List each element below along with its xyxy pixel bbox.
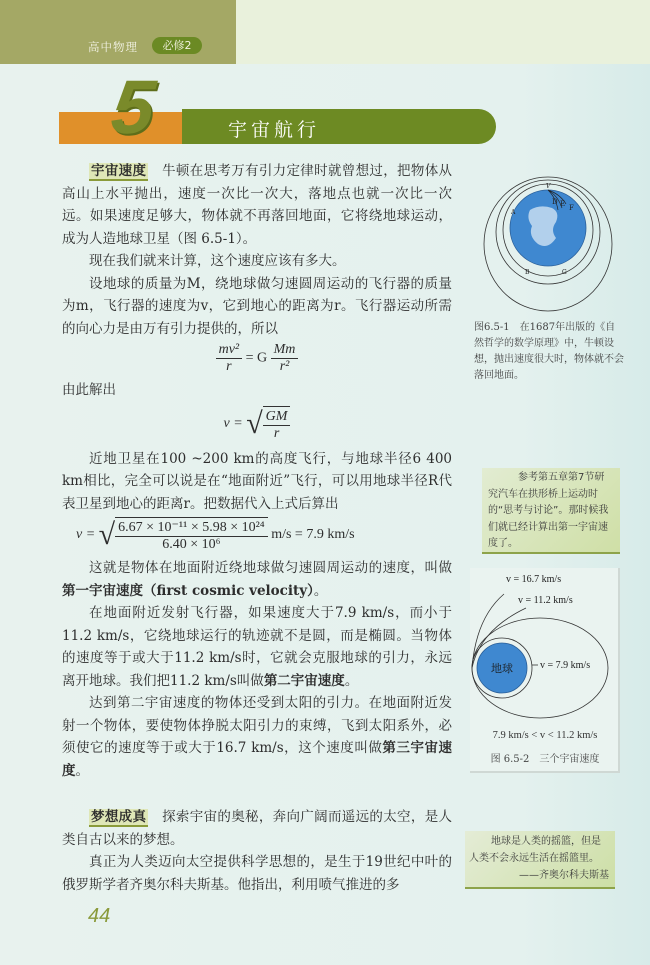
- svg-text:G: G: [562, 269, 567, 276]
- figure2-caption: 图 6.5-2 三个宇宙速度: [490, 754, 600, 765]
- paragraph: 这就是物体在地面附近绕地球做匀速圆周运动的速度，叫做第一宇宙速度（first cosmic velocity）。: [62, 560, 452, 599]
- paragraph: 由此解出: [62, 382, 116, 398]
- svg-text:地球: 地球: [491, 662, 513, 675]
- svg-text:v = 7.9 km/s: v = 7.9 km/s: [540, 660, 591, 671]
- formula-centripetal: $\frac{\text{mv²}}{r}$ = G $\frac{Mm}{\text{r²}}$: [62, 342, 452, 375]
- paragraph: 设地球的质量为M，绕地球做匀速圆周运动的飞行器的质量为m，飞行器的速度为v，它到地心的距离为r。飞行器运动所需的向心力是由万有引力提供的，所以: [62, 275, 452, 337]
- paragraph: 现在我们就来计算，这个速度应该有多大。: [89, 253, 346, 269]
- figure1-caption: 图6.5-1 在1687年出版的《自然哲学的数学原理》中，牛顿设想，抛出速度很大时，物体就不会落回地面。: [474, 322, 624, 381]
- keyword-dream-come-true: 梦想成真: [91, 809, 147, 825]
- svg-text:v = 11.2 km/s: v = 11.2 km/s: [518, 595, 573, 606]
- svg-text:v = 16.7 km/s: v = 16.7 km/s: [506, 574, 562, 585]
- figure-newton-orbits: [478, 170, 618, 312]
- page-number: 44: [88, 905, 111, 927]
- formula-velocity: v = √ $\frac{GM}{r}$: [62, 406, 452, 442]
- svg-text:A: A: [511, 209, 516, 216]
- figure-cosmic-velocities: [470, 568, 620, 773]
- term-first-cosmic-velocity: 第一宇宙速度: [62, 582, 143, 599]
- svg-text:D: D: [552, 198, 558, 206]
- header-subject: 高中物理: [88, 40, 138, 54]
- term-third-cosmic-velocity: 第三宇宙速度: [62, 740, 453, 779]
- paragraph: 真正为人类迈向太空提供科学思想的，是生于19世纪中叶的俄罗斯学者齐奥尔科夫斯基。他指出，利用喷气推进的多: [62, 854, 452, 893]
- main-text-section-1: [62, 160, 452, 782]
- svg-text:V: V: [546, 183, 551, 190]
- quote-box: 地球是人类的摇篮，但是 人类不会永远生活在摇篮里。 ——齐奥尔科夫斯基: [465, 831, 615, 889]
- paragraph-text: 牛顿在思考万有引力定律时就曾想过，把物体从高山上水平抛出，速度一次比一次大，落地点也就一次比一次远。如果速度足够大，物体就不再落回地面，它将绕地球运动，成为人造地球卫星（图 6.5-1）。: [62, 163, 453, 247]
- paragraph: 达到第二宇宙速度的物体还受到太阳的引力。在地面附近发射一个物体，要使物体挣脱太阳引力的束缚，飞到太阳系外，必须使它的速度等于或大于16.7 km/s，这个速度叫做第三宇宙速度。: [62, 695, 453, 779]
- chapter-number: 5: [107, 65, 159, 150]
- chapter-title: 宇宙航行: [228, 119, 321, 141]
- paragraph: 在地面附近发射飞行器，如果速度大于7.9 km/s，而小于11.2 km/s，它绕地球运行的轨迹就不是圆，而是椭圆。当物体的速度等于或大于11.2 km/s时，它就会克服地球的引力，永远离开地球。我们把11.2 km/s叫做第二宇宙速度。: [62, 605, 452, 689]
- term-second-cosmic-velocity: 第二宇宙速度: [263, 672, 345, 689]
- figure2-ellipse-range: 7.9 km/s < v < 11.2 km/s: [492, 730, 598, 741]
- paragraph: 梦想成真 探索宇宙的奥秘，奔向广阔而遥远的太空，是人类自古以来的梦想。: [62, 809, 453, 848]
- svg-text:F: F: [569, 204, 574, 212]
- side-note: 参考第五章第7节研 究汽车在拱形桥上运动时的“思考与讨论”。那时候我们就已经计算出第一宇宙速度了。: [482, 468, 620, 554]
- volume-badge: 必修2: [152, 37, 202, 54]
- keyword-cosmic-velocity: 宇宙速度: [91, 163, 147, 179]
- main-text-section-2: [62, 806, 452, 896]
- svg-text:E: E: [560, 200, 566, 208]
- paragraph: [62, 160, 452, 250]
- quote-author: ——齐奥尔科夫斯基: [519, 870, 609, 881]
- paragraph: 近地卫星在100 ~200 km的高度飞行，与地球半径6 400 km相比，完全可以说是在“地面附近”飞行，可以用地球半径R代表卫星到地心的距离r。把数据代入上式后算出: [62, 450, 452, 512]
- header-band-light: [236, 0, 650, 64]
- svg-text:B: B: [525, 269, 530, 276]
- formula-numeric: v = √ $\frac{\text{6.67 × 10⁻¹¹ × 5.98 × 10²⁴}}{\text{6.40 × 10⁶}}$ m/s = 7.9 km/s: [76, 517, 355, 552]
